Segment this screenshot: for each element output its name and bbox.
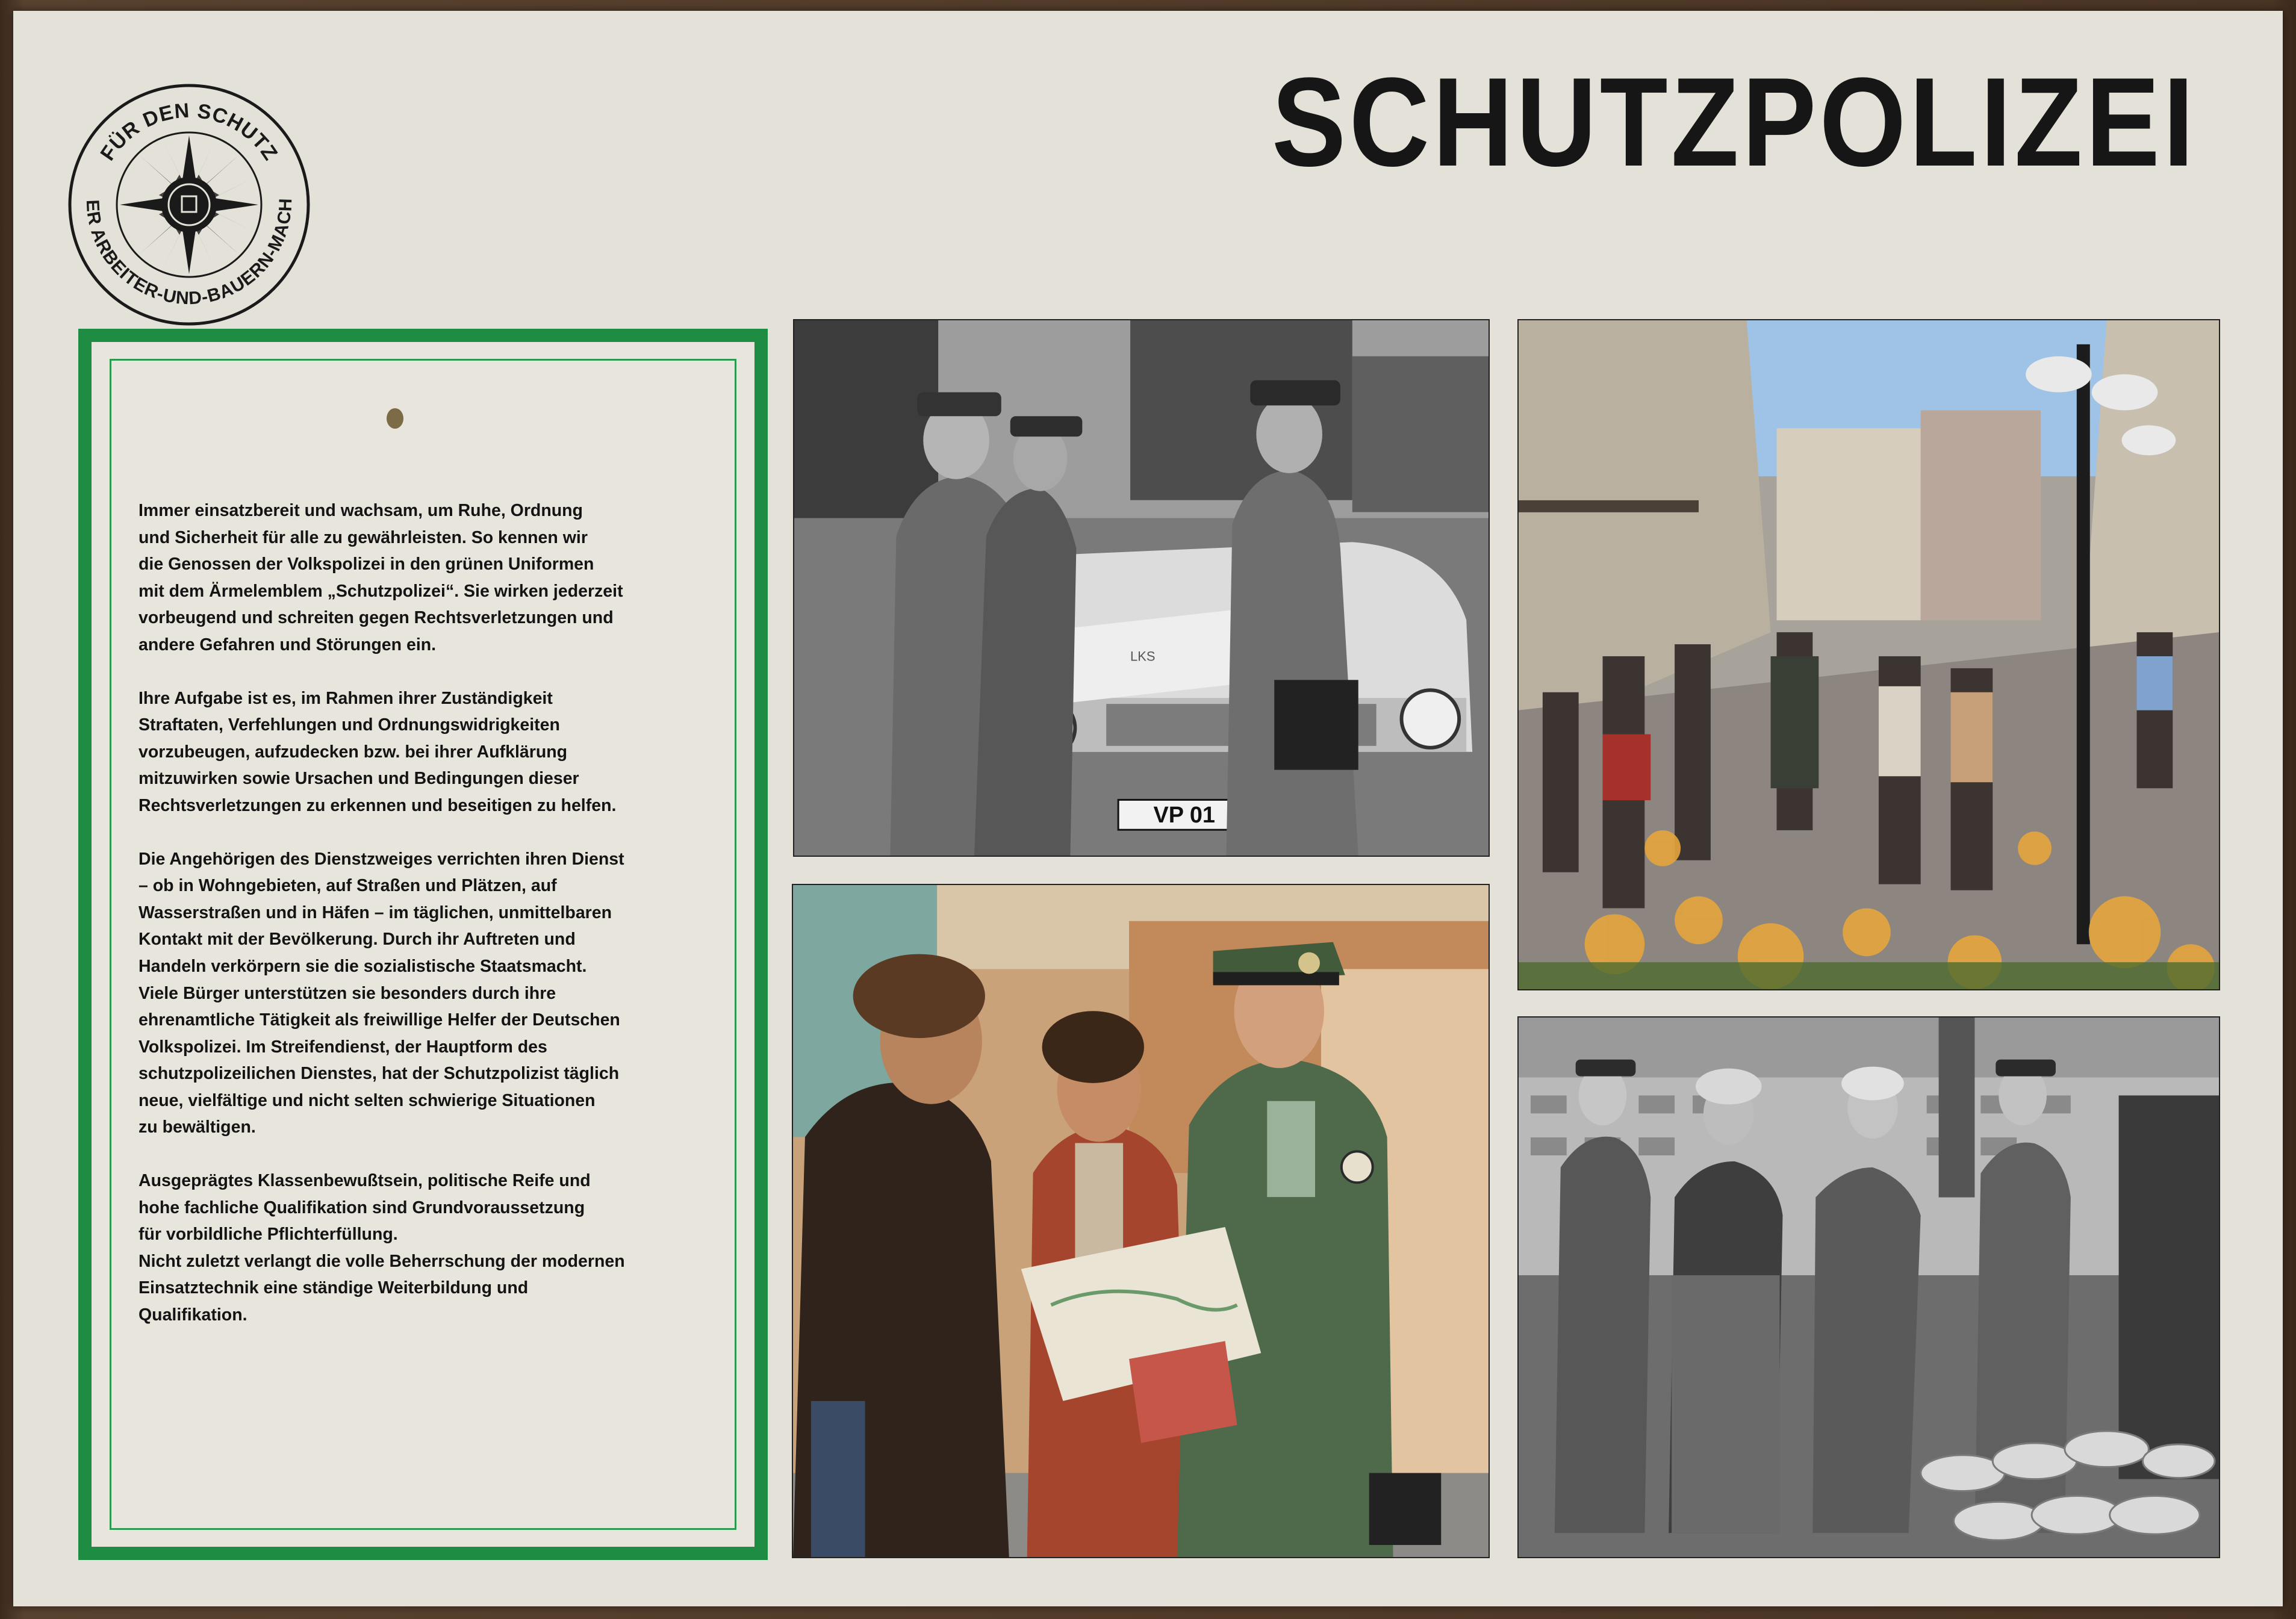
paragraph-4: Ausgeprägtes Klassenbewußtsein, politische Reife und hohe fachliche Qualifikation sind Grundvoraussetzung für vorbildliche Pflichterfüllung. Nicht zuletzt verlangt die volle Beherrschung der modernen Einsatztechnik eine ständige Weiterbildung und Qualifikation. xyxy=(138,1171,625,1325)
poster-sheet xyxy=(13,11,2283,1606)
paragraph-3: Die Angehörigen des Dienstzweiges verrichten ihren Dienst – ob in Wohngebieten, auf Straßen und Plätzen, auf Wasserstraßen und in Häfen – im täglichen, unmittelbaren Kontakt mit der Bevölkerung. Durch ihr Auftreten und Handeln verkörpern sie die sozialistische Staatsmacht. Viele Bürger unterstützen sie besonders durch ihre ehrenamtliche Tätigkeit als freiwillige Helfer der Deutschen Volkspolizei. Im Streifendienst, der Hauptform des schutzpolizeilichen Dienstes, hat der Schutzpolizist täglich neue, vielfältige und nicht selten schwierige Situationen zu bewältigen. xyxy=(138,849,624,1137)
pin-hole xyxy=(387,408,403,429)
photo-officers-patrol-car xyxy=(793,319,1490,857)
photo-pedestrian-street xyxy=(1517,319,2220,990)
map-label: LKS xyxy=(1130,648,1156,664)
emblem-graphic xyxy=(63,78,316,331)
paragraph-2: Ihre Aufgabe ist es, im Rahmen ihrer Zuständigkeit Straftaten, Verfehlungen und Ordnungswidrigkeiten vorzubeugen, aufzudecken bzw. bei ihrer Aufklärung mitzuwirken sowie Ursachen und Bedingungen dieser Rechtsverletzungen zu erkennen und beseitigen zu helfen. xyxy=(138,688,617,815)
body-text xyxy=(138,497,698,1329)
emblem-motto-bottom: ER ARBEITER-UND-BAUERN-MACH xyxy=(82,197,296,309)
photo-officer-helping-citizens xyxy=(792,884,1490,1558)
emblem-motto-top: FÜR DEN SCHUTZ xyxy=(96,99,282,165)
police-emblem xyxy=(63,78,316,331)
text-panel xyxy=(78,329,768,1560)
photo-officers-construction-site xyxy=(1517,1016,2220,1558)
paragraph-1: Immer einsatzbereit und wachsam, um Ruhe, Ordnung und Sicherheit für alle zu gewährleisten. So kennen wir die Genossen der Volkspolizei in den grünen Uniformen mit dem Ärmelemblem „Schutzpolizei“. Sie wirken jederzeit vorbeugend und schreiten gegen Rechtsverletzungen und andere Gefahren und Störungen ein. xyxy=(138,501,623,654)
license-plate: VP 01 xyxy=(1153,803,1215,828)
poster-title: SCHUTZPOLIZEI xyxy=(1272,51,2197,193)
